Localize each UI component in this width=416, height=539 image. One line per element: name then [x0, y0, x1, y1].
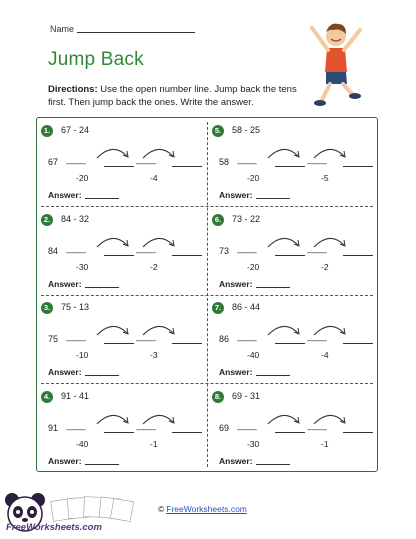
- tens-jump-arrow-icon: [94, 410, 132, 428]
- answer-field[interactable]: [48, 456, 119, 466]
- answer-blank[interactable]: [256, 198, 290, 199]
- number-line-dashes: ---------: [237, 247, 257, 257]
- tens-jump-arrow-icon: [94, 144, 132, 162]
- tens-jump-arrow-icon: [265, 410, 303, 428]
- number-line-dashes: ---------: [136, 159, 156, 168]
- answer-blank[interactable]: [256, 375, 290, 376]
- number-line-dashes: ---------: [307, 424, 327, 434]
- ones-jump-label: -1: [150, 438, 158, 449]
- answer-field[interactable]: [48, 367, 119, 377]
- answer-label: Answer:: [219, 455, 253, 466]
- answer-label: Answer:: [219, 190, 253, 200]
- problem-expression: 69 - 31: [232, 390, 261, 401]
- start-number: 69: [219, 422, 230, 433]
- tens-landing-blank[interactable]: [104, 343, 134, 344]
- start-number: 86: [219, 334, 230, 344]
- tens-landing-blank[interactable]: [104, 432, 134, 433]
- answer-label: Answer:: [219, 278, 253, 289]
- tens-jump-arrow-icon: [94, 321, 132, 339]
- ones-landing-blank[interactable]: [343, 255, 373, 256]
- copyright-symbol: ©: [158, 504, 165, 514]
- ones-jump-label: -2: [150, 261, 158, 272]
- tens-jump-label: -20: [247, 261, 260, 272]
- ones-jump-label: -2: [321, 261, 329, 272]
- tens-jump-label: -10: [76, 350, 89, 360]
- problem-number-badge: 3.: [41, 302, 53, 314]
- footer-link-text[interactable]: FreeWorksheets.com: [166, 504, 247, 514]
- number-line-dashes: ---------: [237, 424, 257, 434]
- brand-logo-text: FreeWorksheets.com: [6, 522, 102, 533]
- tens-landing-blank[interactable]: [275, 166, 305, 167]
- directions-text: Use the open number line. Jump back the tens first. Then jump back the ones. Write the answer.: [48, 84, 297, 108]
- problem-number-badge: 5.: [212, 125, 224, 137]
- ones-landing-blank[interactable]: [343, 166, 373, 167]
- answer-label: Answer:: [48, 190, 82, 200]
- ones-jump-label: -4: [150, 173, 158, 183]
- problem-cell: [207, 206, 377, 294]
- ones-landing-blank[interactable]: [343, 343, 373, 344]
- problem-number-badge: 1.: [41, 125, 53, 137]
- answer-blank[interactable]: [85, 464, 119, 465]
- answer-label: Answer:: [48, 367, 82, 377]
- page-title: Jump Back: [48, 49, 144, 70]
- problem-expression: 75 - 13: [61, 302, 90, 312]
- number-line-dashes: ---------: [66, 336, 86, 345]
- problem-cell: [36, 206, 206, 294]
- tens-jump-label: -30: [247, 438, 260, 449]
- answer-field[interactable]: [219, 190, 290, 200]
- problem-expression: 67 - 24: [61, 125, 90, 135]
- worksheet-stack-illustration: [48, 494, 134, 522]
- footer-link[interactable]: [158, 504, 247, 514]
- problem-expression: 73 - 22: [232, 213, 261, 224]
- problem-expression: 84 - 32: [61, 213, 90, 224]
- answer-label: Answer:: [48, 278, 82, 289]
- start-number: 67: [48, 157, 59, 167]
- ones-landing-blank[interactable]: [172, 166, 202, 167]
- tens-jump-label: -40: [76, 438, 89, 449]
- tens-jump-arrow-icon: [265, 321, 303, 339]
- ones-landing-blank[interactable]: [172, 255, 202, 256]
- problem-number-badge: 2.: [41, 214, 53, 226]
- start-number: 73: [219, 245, 230, 256]
- tens-landing-blank[interactable]: [275, 343, 305, 344]
- problem-cell: [207, 383, 377, 471]
- problem-expression: 91 - 41: [61, 390, 90, 401]
- tens-landing-blank[interactable]: [104, 166, 134, 167]
- answer-blank[interactable]: [85, 375, 119, 376]
- number-line-dashes: ---------: [307, 247, 327, 257]
- problem-cell: [36, 117, 206, 205]
- problem-cell: [207, 117, 377, 205]
- answer-label: Answer:: [219, 367, 253, 377]
- number-line-dashes: ---------: [136, 336, 156, 345]
- directions-label: Directions:: [48, 84, 98, 95]
- answer-field[interactable]: [48, 279, 119, 289]
- number-line-dashes: ---------: [136, 247, 156, 257]
- ones-landing-blank[interactable]: [343, 432, 373, 433]
- name-blank[interactable]: [77, 23, 195, 33]
- answer-blank[interactable]: [256, 287, 290, 288]
- answer-field[interactable]: [219, 456, 290, 466]
- answer-blank[interactable]: [85, 287, 119, 288]
- start-number: 58: [219, 157, 230, 167]
- tens-jump-arrow-icon: [265, 233, 303, 251]
- name-field[interactable]: [50, 23, 195, 34]
- problem-expression: 58 - 25: [232, 125, 261, 135]
- jumping-kid-illustration: [300, 14, 368, 114]
- problem-number-badge: 7.: [212, 302, 224, 314]
- tens-jump-label: -20: [247, 173, 260, 183]
- answer-label: Answer:: [48, 455, 82, 466]
- ones-jump-label: -4: [321, 350, 329, 360]
- start-number: 84: [48, 245, 59, 256]
- problem-cell: [207, 294, 377, 382]
- number-line-dashes: ---------: [66, 424, 86, 434]
- tens-jump-label: -40: [247, 350, 260, 360]
- start-number: 75: [48, 334, 59, 344]
- tens-jump-arrow-icon: [94, 233, 132, 251]
- answer-blank[interactable]: [256, 464, 290, 465]
- number-line-dashes: ---------: [237, 336, 257, 345]
- tens-landing-blank[interactable]: [275, 255, 305, 256]
- ones-landing-blank[interactable]: [172, 432, 202, 433]
- number-line-dashes: ---------: [307, 336, 327, 345]
- ones-landing-blank[interactable]: [172, 343, 202, 344]
- answer-field[interactable]: [219, 367, 290, 377]
- problem-expression: 86 - 44: [232, 302, 261, 312]
- number-line-dashes: ---------: [237, 159, 257, 168]
- start-number: 91: [48, 422, 59, 433]
- name-label: Name: [50, 24, 75, 34]
- problem-number-badge: 4.: [41, 391, 53, 403]
- tens-landing-blank[interactable]: [275, 432, 305, 433]
- directions: [48, 83, 302, 109]
- answer-field[interactable]: [219, 279, 290, 289]
- tens-landing-blank[interactable]: [104, 255, 134, 256]
- problem-cell: [36, 294, 206, 382]
- ones-jump-label: -1: [321, 438, 329, 449]
- ones-jump-label: -5: [321, 173, 329, 183]
- number-line-dashes: ---------: [307, 159, 327, 168]
- ones-jump-label: -3: [150, 350, 158, 360]
- number-line-dashes: ---------: [136, 424, 156, 434]
- answer-field[interactable]: [48, 190, 119, 200]
- number-line-dashes: ---------: [66, 247, 86, 257]
- number-line-dashes: ---------: [66, 159, 86, 168]
- tens-jump-arrow-icon: [265, 144, 303, 162]
- problem-number-badge: 8.: [212, 391, 224, 403]
- tens-jump-label: -20: [76, 173, 89, 183]
- problem-number-badge: 6.: [212, 214, 224, 226]
- answer-blank[interactable]: [85, 198, 119, 199]
- problem-cell: [36, 383, 206, 471]
- tens-jump-label: -30: [76, 261, 89, 272]
